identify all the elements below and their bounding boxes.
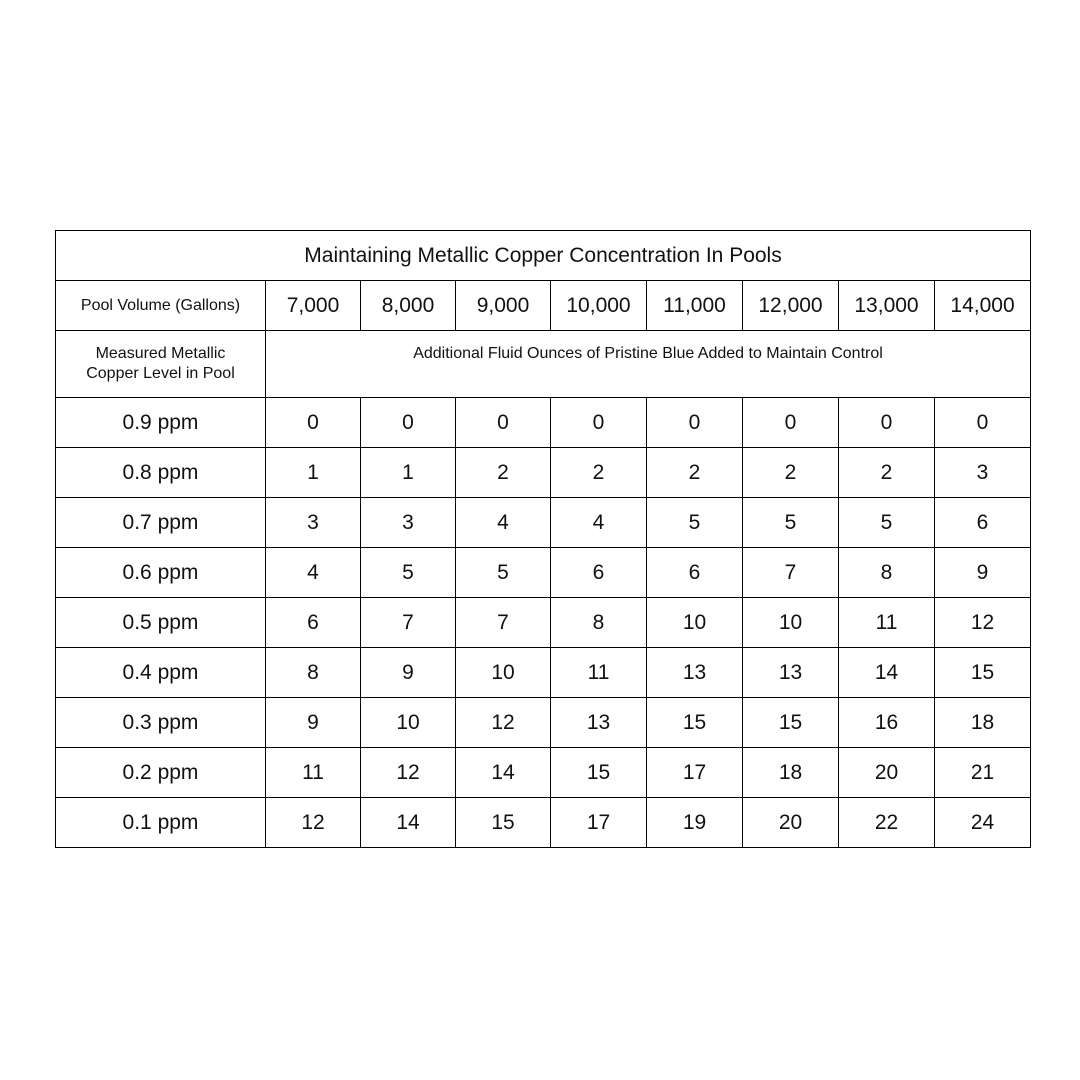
volume-header-cell: 8,000 xyxy=(361,281,456,331)
ounces-value-cell: 12 xyxy=(935,598,1031,648)
additional-ounces-note: Additional Fluid Ounces of Pristine Blue Added to Maintain Control xyxy=(266,331,1031,398)
ounces-value-cell: 13 xyxy=(743,648,839,698)
ounces-value-cell: 12 xyxy=(361,748,456,798)
ounces-value-cell: 11 xyxy=(839,598,935,648)
ounces-value-cell: 6 xyxy=(551,548,647,598)
ounces-value-cell: 0 xyxy=(743,398,839,448)
measured-label-line-2: Copper Level in Pool xyxy=(86,365,235,382)
volume-header-cell: 12,000 xyxy=(743,281,839,331)
ounces-value-cell: 15 xyxy=(456,798,551,848)
volume-header-cell: 10,000 xyxy=(551,281,647,331)
table-row xyxy=(56,448,1031,498)
ounces-value-cell: 8 xyxy=(839,548,935,598)
ounces-value-cell: 20 xyxy=(743,798,839,848)
ounces-value-cell: 12 xyxy=(266,798,361,848)
pool-volume-label: Pool Volume (Gallons) xyxy=(56,281,266,331)
copper-level-cell: 0.4 ppm xyxy=(56,648,266,698)
ounces-value-cell: 5 xyxy=(647,498,743,548)
ounces-value-cell: 4 xyxy=(266,548,361,598)
ounces-value-cell: 10 xyxy=(456,648,551,698)
ounces-value-cell: 20 xyxy=(839,748,935,798)
table-row xyxy=(56,748,1031,798)
ounces-value-cell: 6 xyxy=(935,498,1031,548)
ounces-value-cell: 6 xyxy=(647,548,743,598)
volume-header-cell: 7,000 xyxy=(266,281,361,331)
ounces-value-cell: 0 xyxy=(456,398,551,448)
ounces-value-cell: 19 xyxy=(647,798,743,848)
ounces-value-cell: 0 xyxy=(266,398,361,448)
ounces-value-cell: 0 xyxy=(647,398,743,448)
ounces-value-cell: 0 xyxy=(935,398,1031,448)
ounces-value-cell: 2 xyxy=(839,448,935,498)
table-row xyxy=(56,798,1031,848)
ounces-value-cell: 10 xyxy=(743,598,839,648)
ounces-value-cell: 5 xyxy=(456,548,551,598)
ounces-value-cell: 24 xyxy=(935,798,1031,848)
ounces-value-cell: 4 xyxy=(551,498,647,548)
ounces-value-cell: 9 xyxy=(266,698,361,748)
ounces-value-cell: 7 xyxy=(361,598,456,648)
ounces-value-cell: 11 xyxy=(266,748,361,798)
ounces-value-cell: 7 xyxy=(456,598,551,648)
ounces-value-cell: 12 xyxy=(456,698,551,748)
ounces-value-cell: 4 xyxy=(456,498,551,548)
table-row xyxy=(56,398,1031,448)
table-row xyxy=(56,598,1031,648)
ounces-value-cell: 11 xyxy=(551,648,647,698)
ounces-value-cell: 8 xyxy=(266,648,361,698)
ounces-value-cell: 14 xyxy=(456,748,551,798)
volume-header-cell: 13,000 xyxy=(839,281,935,331)
volume-header-row xyxy=(56,281,1031,331)
copper-level-cell: 0.1 ppm xyxy=(56,798,266,848)
copper-level-cell: 0.2 ppm xyxy=(56,748,266,798)
ounces-value-cell: 5 xyxy=(743,498,839,548)
ounces-value-cell: 6 xyxy=(266,598,361,648)
ounces-value-cell: 10 xyxy=(361,698,456,748)
ounces-value-cell: 17 xyxy=(647,748,743,798)
ounces-value-cell: 5 xyxy=(361,548,456,598)
ounces-value-cell: 9 xyxy=(935,548,1031,598)
ounces-value-cell: 2 xyxy=(551,448,647,498)
ounces-value-cell: 7 xyxy=(743,548,839,598)
volume-header-cell: 9,000 xyxy=(456,281,551,331)
ounces-value-cell: 3 xyxy=(266,498,361,548)
table-row xyxy=(56,698,1031,748)
volume-header-cell: 11,000 xyxy=(647,281,743,331)
copper-dosage-table xyxy=(55,230,1031,848)
ounces-value-cell: 0 xyxy=(551,398,647,448)
ounces-value-cell: 1 xyxy=(266,448,361,498)
ounces-value-cell: 16 xyxy=(839,698,935,748)
copper-level-cell: 0.9 ppm xyxy=(56,398,266,448)
ounces-value-cell: 3 xyxy=(935,448,1031,498)
ounces-value-cell: 22 xyxy=(839,798,935,848)
ounces-value-cell: 0 xyxy=(361,398,456,448)
ounces-value-cell: 15 xyxy=(551,748,647,798)
table-row xyxy=(56,548,1031,598)
ounces-value-cell: 1 xyxy=(361,448,456,498)
ounces-value-cell: 2 xyxy=(743,448,839,498)
copper-level-cell: 0.3 ppm xyxy=(56,698,266,748)
ounces-value-cell: 18 xyxy=(743,748,839,798)
ounces-value-cell: 13 xyxy=(647,648,743,698)
ounces-value-cell: 8 xyxy=(551,598,647,648)
copper-level-cell: 0.8 ppm xyxy=(56,448,266,498)
ounces-value-cell: 2 xyxy=(456,448,551,498)
ounces-value-cell: 0 xyxy=(839,398,935,448)
table-row xyxy=(56,498,1031,548)
ounces-value-cell: 10 xyxy=(647,598,743,648)
title-row xyxy=(56,231,1031,281)
measured-copper-level-label xyxy=(56,331,266,398)
ounces-value-cell: 14 xyxy=(361,798,456,848)
ounces-value-cell: 21 xyxy=(935,748,1031,798)
ounces-value-cell: 18 xyxy=(935,698,1031,748)
ounces-value-cell: 14 xyxy=(839,648,935,698)
copper-level-cell: 0.6 ppm xyxy=(56,548,266,598)
ounces-value-cell: 17 xyxy=(551,798,647,848)
table-row xyxy=(56,648,1031,698)
volume-header-cell: 14,000 xyxy=(935,281,1031,331)
ounces-value-cell: 3 xyxy=(361,498,456,548)
ounces-value-cell: 15 xyxy=(743,698,839,748)
data-rows xyxy=(56,398,1031,848)
ounces-value-cell: 2 xyxy=(647,448,743,498)
measured-label-line-1: Measured Metallic xyxy=(95,345,226,362)
ounces-value-cell: 15 xyxy=(935,648,1031,698)
ounces-value-cell: 15 xyxy=(647,698,743,748)
ounces-value-cell: 13 xyxy=(551,698,647,748)
ounces-value-cell: 5 xyxy=(839,498,935,548)
ounces-value-cell: 9 xyxy=(361,648,456,698)
copper-level-cell: 0.7 ppm xyxy=(56,498,266,548)
table-title: Maintaining Metallic Copper Concentration In Pools xyxy=(56,231,1031,281)
measure-header-row xyxy=(56,331,1031,398)
copper-level-cell: 0.5 ppm xyxy=(56,598,266,648)
